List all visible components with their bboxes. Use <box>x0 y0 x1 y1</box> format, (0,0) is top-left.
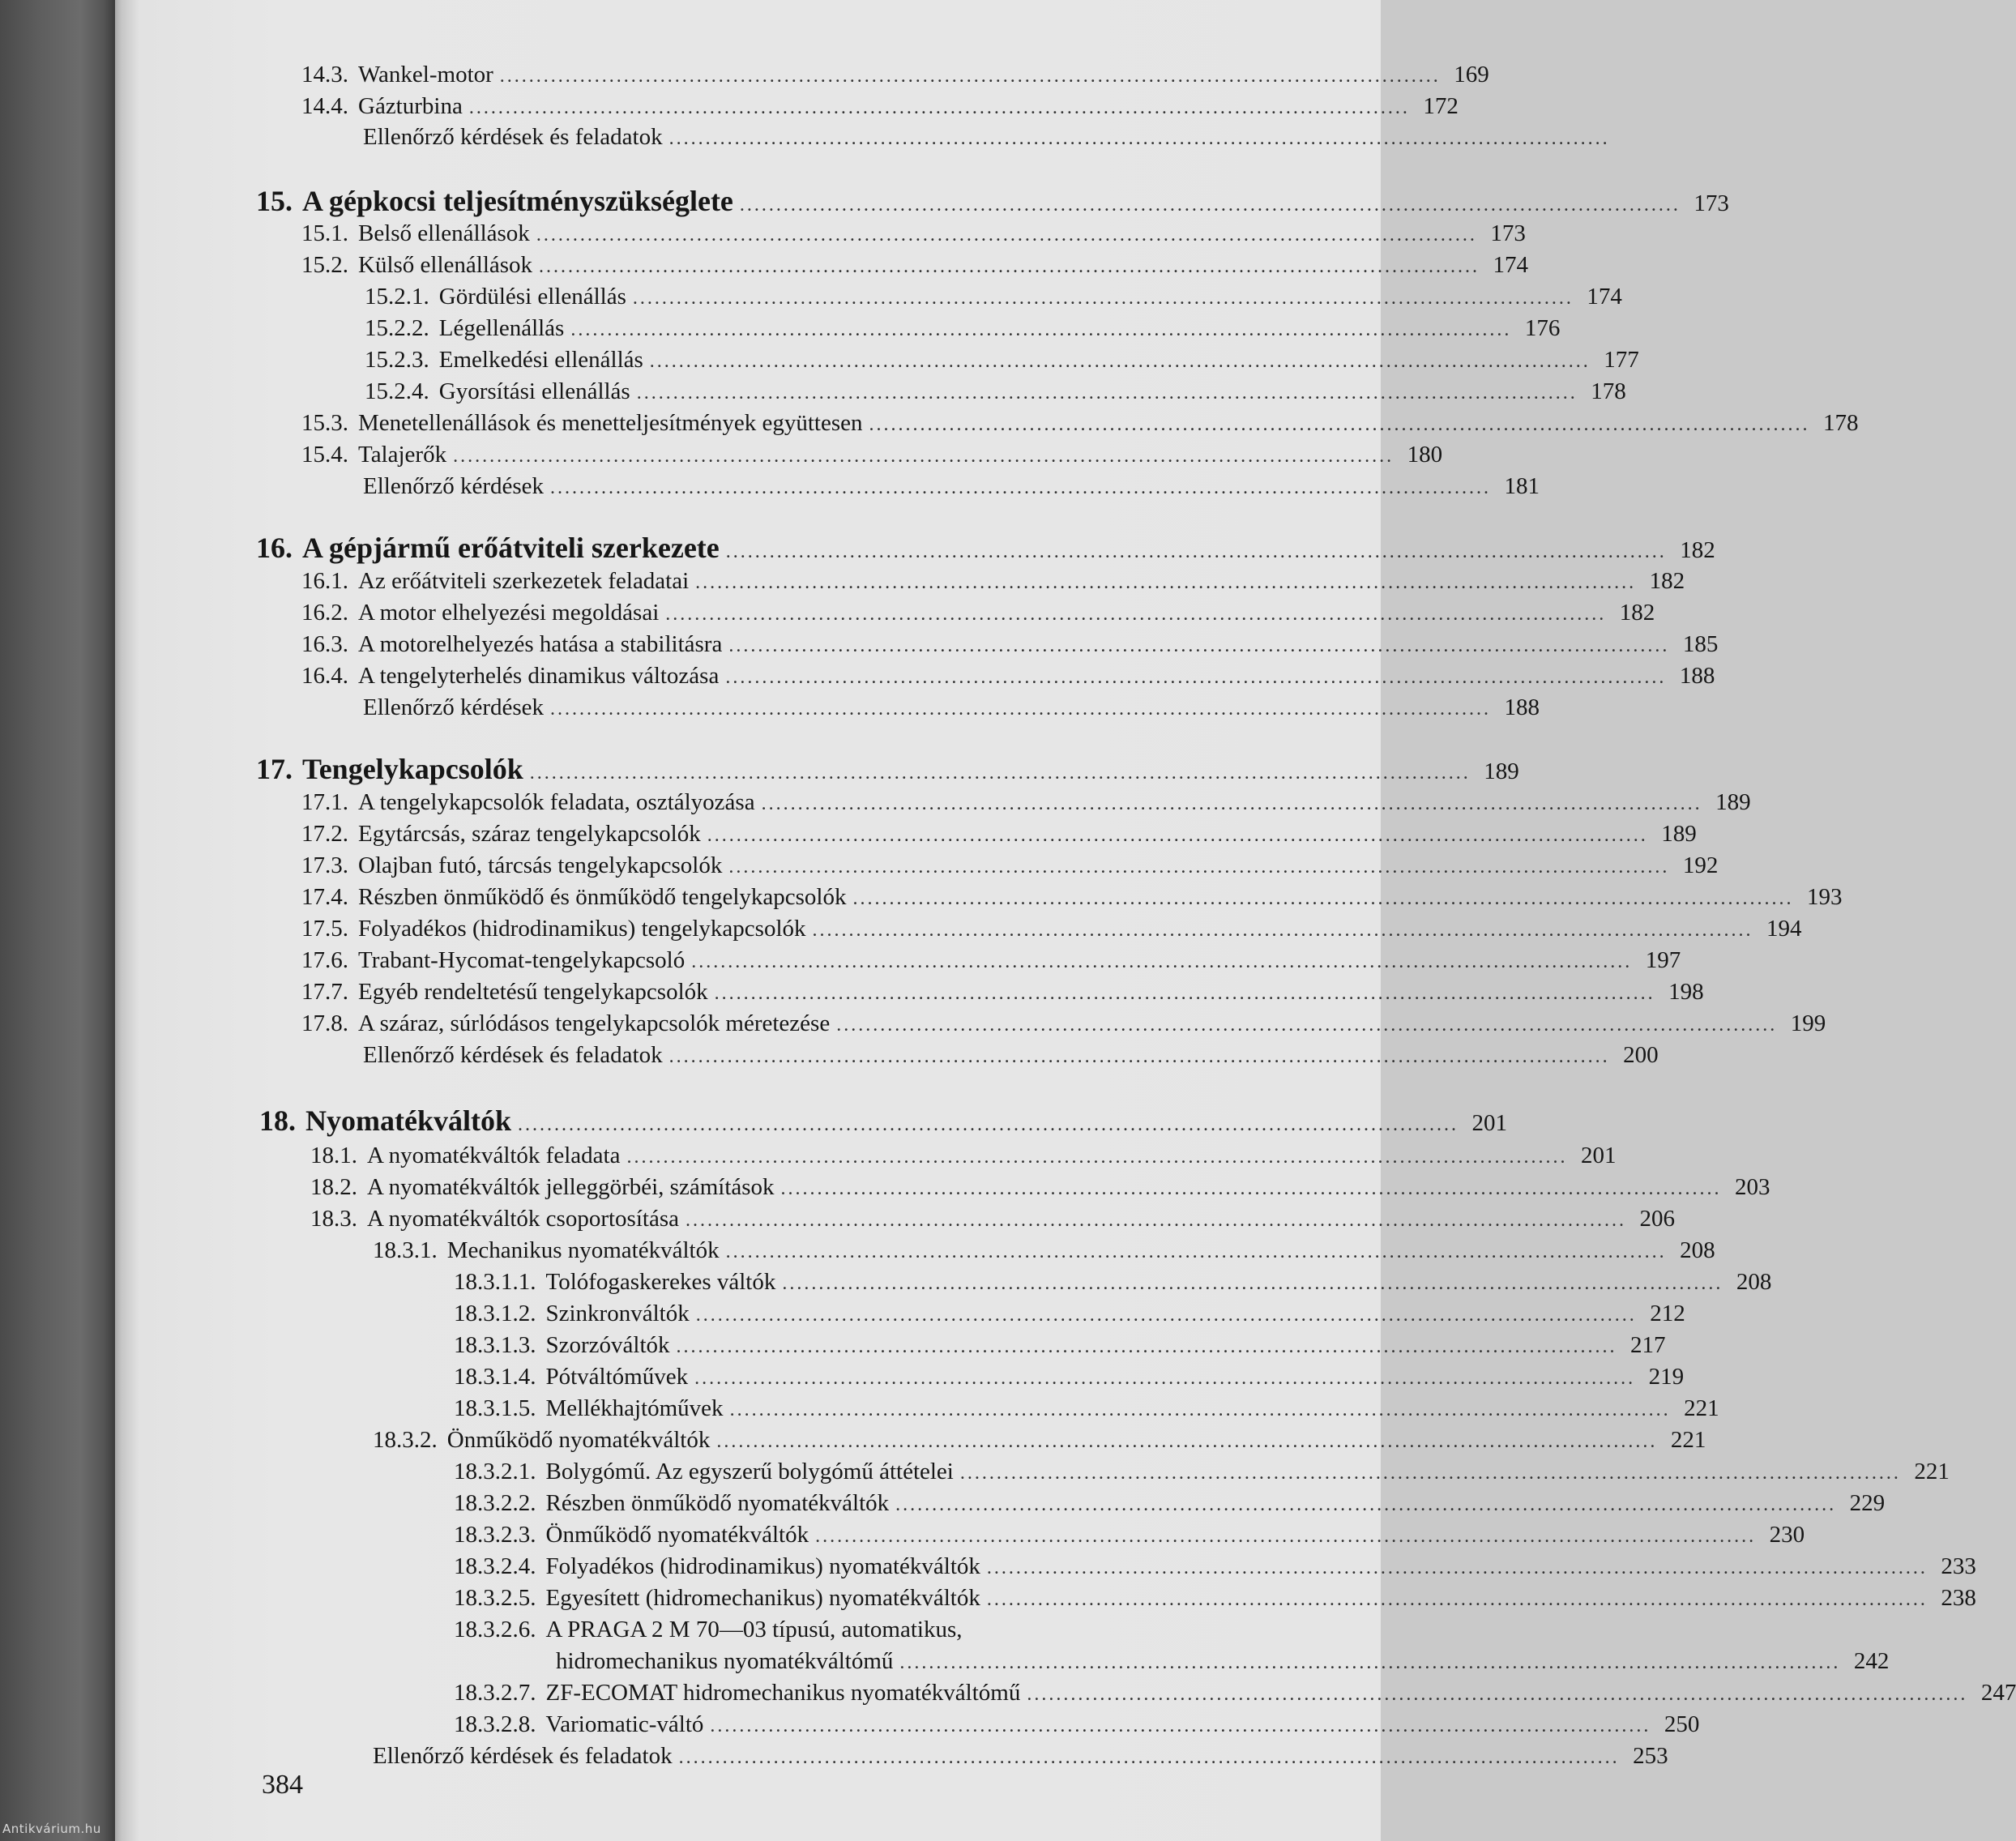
toc-number: 18. <box>259 1104 296 1137</box>
toc-row: 18.3.2.3. Önműködő nyomatékváltók ................................................................................................................................. 230 <box>454 1519 1322 1551</box>
toc-row: 17.1. A tengelykapcsolók feladata, osztályozása ................................................................................................................................. 189 <box>301 786 1322 818</box>
toc-number: 18.3.2. <box>373 1427 438 1453</box>
toc-title: Folyadékos (hidrodinamikus) tengelykapcsolók <box>358 916 806 942</box>
toc-number: 16.1. <box>301 568 348 594</box>
toc-number: 18.3.1.3. <box>454 1332 536 1358</box>
toc-row: 17.4. Részben önműködő és önműködő tengelykapcsolók ................................................................................................................................. 193 <box>301 881 1322 913</box>
toc-title: Trabant-Hycomat-tengelykapcsoló <box>358 947 686 973</box>
toc-title: Ellenőrző kérdések <box>363 694 545 720</box>
toc-row: 16.1. Az erőátviteli szerkezetek feladatai ................................................................................................................................. 182 <box>301 565 1322 597</box>
toc-page: 198 <box>1668 979 1704 1005</box>
toc-page: 181 <box>1504 473 1540 499</box>
toc-page: 197 <box>1645 947 1681 973</box>
watermark: Antikvárium.hu <box>2 1822 101 1836</box>
toc-page: 219 <box>1648 1364 1685 1390</box>
toc-chapter-row: 17. Tengelykapcsolók ................................................................................................................................. 189 <box>256 753 1322 785</box>
toc-row: 18.1. A nyomatékváltók feladata ................................................................................................................................. 201 <box>310 1139 1322 1172</box>
toc-title: Pótváltóművek <box>545 1364 689 1390</box>
toc-title: A nyomatékváltók jelleggörbéi, számítások <box>367 1174 775 1200</box>
toc-number: 18.3.2.6. <box>454 1617 536 1642</box>
toc-title: A tengelykapcsolók feladata, osztályozása <box>358 789 755 815</box>
toc-page: 185 <box>1682 631 1719 657</box>
toc-row: 15.2.2. Légellenállás ................................................................................................................................. 176 <box>365 312 1322 344</box>
toc-page: 177 <box>1604 347 1639 373</box>
toc-number: 17.6. <box>301 947 348 973</box>
toc-row: 16.3. A motorelhelyezés hatása a stabilitásra ................................................................................................................................. 185 <box>301 628 1322 660</box>
toc-title: Részben önműködő és önműködő tengelykapcsolók <box>358 884 847 910</box>
toc-page: 172 <box>1423 93 1459 119</box>
toc-row: 18.3. A nyomatékváltók csoportosítása ................................................................................................................................. 206 <box>310 1202 1322 1235</box>
toc-number: 18.3.2.2. <box>454 1490 536 1516</box>
toc-title: Gyorsítási ellenállás <box>438 378 630 404</box>
toc-title: Olajban futó, tárcsás tengelykapcsolók <box>358 852 723 878</box>
toc-row <box>454 1613 1322 1646</box>
toc-title: Wankel-motor <box>358 62 493 88</box>
toc-title: Variomatic-váltó <box>545 1711 704 1737</box>
toc-number: 18.3.2.3. <box>454 1522 536 1548</box>
toc-number: 17.5. <box>301 916 348 942</box>
toc-title: ZF-ECOMAT hidromechanikus nyomatékváltómű <box>545 1680 1021 1706</box>
toc-number: 18.3.2.4. <box>454 1553 536 1579</box>
toc-row: Ellenőrző kérdések ................................................................................................................................. 188 <box>355 691 1322 724</box>
toc-row: 18.3.2.5. Egyesített (hidromechanikus) nyomatékváltók ................................................................................................................................. 238 <box>454 1582 1322 1614</box>
toc-row: 18.3.2.7. ZF-ECOMAT hidromechanikus nyomatékváltómű ................................................................................................................................. 247 <box>454 1677 1322 1709</box>
toc-row: 14.4. Gázturbina ................................................................................................................................. 172 <box>301 90 1322 122</box>
toc-number: 15. <box>256 185 293 217</box>
toc-row: 15.2. Külső ellenállások ................................................................................................................................. 174 <box>301 249 1322 281</box>
toc-number: 18.3.2.7. <box>454 1680 536 1706</box>
toc-number: 17.2. <box>301 821 348 847</box>
toc-title: A motor elhelyezési megoldásai <box>358 600 660 626</box>
toc-title: A gépkocsi teljesítményszükséglete <box>302 185 733 217</box>
toc-page: 189 <box>1661 821 1697 847</box>
toc-page: 182 <box>1649 568 1685 594</box>
toc-number: 18.3. <box>310 1206 357 1232</box>
toc-number: 18.1. <box>310 1143 357 1168</box>
toc-title: Tengelykapcsolók <box>302 753 523 785</box>
toc-number: 16.4. <box>301 663 348 689</box>
toc-title: Folyadékos (hidrodinamikus) nyomatékváltók <box>545 1553 980 1579</box>
toc-row: 18.3.1.3. Szorzóváltók ................................................................................................................................. 217 <box>454 1329 1322 1361</box>
toc-page: 201 <box>1471 1110 1507 1136</box>
toc-title: A tengelyterhelés dinamikus változása <box>358 663 720 689</box>
toc-number: 15.1. <box>301 220 348 246</box>
toc-number: 14.3. <box>301 62 348 88</box>
toc-page: 221 <box>1914 1459 1950 1484</box>
toc-row: 18.2. A nyomatékváltók jelleggörbéi, számítások ................................................................................................................................. 203 <box>310 1171 1322 1203</box>
toc-row: 17.5. Folyadékos (hidrodinamikus) tengelykapcsolók ................................................................................................................................. 194 <box>301 912 1322 945</box>
toc-row: 17.7. Egyéb rendeltetésű tengelykapcsolók ................................................................................................................................. 198 <box>301 976 1322 1008</box>
toc-number: 17. <box>256 753 293 785</box>
toc-title: hidromechanikus nyomatékváltómű <box>556 1648 894 1674</box>
toc-page: 174 <box>1587 284 1622 310</box>
toc-row: hidromechanikus nyomatékváltómű ................................................................................................................................. 242 <box>545 1645 1322 1677</box>
toc-row: 18.3.2.2. Részben önműködő nyomatékváltók ................................................................................................................................. 229 <box>454 1487 1322 1519</box>
toc-title: A PRAGA 2 M 70—03 típusú, automatikus, <box>545 1617 963 1642</box>
toc-number: 15.2.4. <box>365 378 429 404</box>
toc-row: Ellenőrző kérdések és feladatok ................................................................................................................................. 253 <box>363 1740 1322 1772</box>
toc-title: Talajerők <box>358 442 447 468</box>
toc-page: 212 <box>1650 1301 1685 1326</box>
toc-number: 15.2.3. <box>365 347 429 373</box>
toc-row: 18.3.1.5. Mellékhajtóművek ................................................................................................................................. 221 <box>454 1392 1322 1425</box>
toc-row: 17.6. Trabant-Hycomat-tengelykapcsoló ................................................................................................................................. 197 <box>301 944 1322 976</box>
toc-row: 18.3.1.1. Tolófogaskerekes váltók ................................................................................................................................. 208 <box>454 1266 1322 1298</box>
toc-title: Ellenőrző kérdések <box>363 473 545 499</box>
toc-number: 15.3. <box>301 410 348 436</box>
toc-number: 18.3.1.5. <box>454 1395 536 1421</box>
toc-chapter-row: 15. A gépkocsi teljesítményszükséglete ................................................................................................................................. 173 <box>256 185 1322 217</box>
toc-title: Az erőátviteli szerkezetek feladatai <box>358 568 690 594</box>
toc-page: 189 <box>1715 789 1751 815</box>
toc-page: 194 <box>1766 916 1802 942</box>
toc-title: Menetellenállások és menetteljesítmények együttesen <box>358 410 863 436</box>
toc-page: 242 <box>1853 1648 1890 1674</box>
toc-row: 18.3.2.1. Bolygómű. Az egyszerű bolygómű áttételei ................................................................................................................................. 221 <box>454 1455 1322 1488</box>
toc-number: 17.4. <box>301 884 348 910</box>
toc-row: Ellenőrző kérdések és feladatok ................................................................................................................................. <box>355 121 1322 153</box>
toc-title: Egyesített (hidromechanikus) nyomatékváltók <box>545 1585 980 1611</box>
toc-chapter-row: 16. A gépjármű erőátviteli szerkezete ................................................................................................................................. 182 <box>256 532 1322 564</box>
toc-title: Ellenőrző kérdések és feladatok <box>363 1042 663 1068</box>
toc-page: 250 <box>1664 1711 1700 1737</box>
toc-page: 173 <box>1490 220 1526 246</box>
toc-number: 18.2. <box>310 1174 357 1200</box>
toc-page: 180 <box>1407 442 1443 468</box>
toc-row: 15.3. Menetellenállások és menetteljesítmények együttesen ................................................................................................................................. 178 <box>301 407 1322 439</box>
toc-row: 18.3.2. Önműködő nyomatékváltók ................................................................................................................................. 221 <box>373 1424 1322 1456</box>
toc-number: 15.2.2. <box>365 315 429 341</box>
toc-number: 18.3.1.4. <box>454 1364 536 1390</box>
toc-page: 208 <box>1680 1237 1715 1263</box>
toc-number: 18.3.1. <box>373 1237 438 1263</box>
toc-page: 238 <box>1941 1585 1976 1611</box>
toc-title: A motorelhelyezés hatása a stabilitásra <box>358 631 723 657</box>
toc-row: 15.4. Talajerők ................................................................................................................................. 180 <box>301 438 1322 471</box>
toc-row: Ellenőrző kérdések és feladatok ................................................................................................................................. 200 <box>355 1039 1322 1071</box>
toc-row: Ellenőrző kérdések ................................................................................................................................. 181 <box>355 470 1322 502</box>
toc-title: Gázturbina <box>358 93 463 119</box>
toc-row: 18.3.2.4. Folyadékos (hidrodinamikus) nyomatékváltók ................................................................................................................................. 233 <box>454 1550 1322 1583</box>
toc-number: 17.1. <box>301 789 348 815</box>
toc-page: 221 <box>1670 1427 1706 1453</box>
toc-title: Tolófogaskerekes váltók <box>545 1269 776 1295</box>
toc-title: Légellenállás <box>438 315 565 341</box>
toc-number: 16. <box>256 532 293 564</box>
toc-page: 253 <box>1633 1743 1668 1769</box>
toc-title: Emelkedési ellenállás <box>438 347 643 373</box>
toc-title: A gépjármű erőátviteli szerkezete <box>302 532 720 564</box>
toc-title: A nyomatékváltók feladata <box>367 1143 621 1168</box>
toc-page: 199 <box>1790 1010 1826 1036</box>
toc-page: 188 <box>1504 694 1540 720</box>
toc-page: 193 <box>1806 884 1843 910</box>
toc-page: 200 <box>1623 1042 1659 1068</box>
toc-page: 173 <box>1694 190 1729 216</box>
toc-title: Önműködő nyomatékváltók <box>446 1427 711 1453</box>
toc-number: 18.3.2.8. <box>454 1711 536 1737</box>
toc-row: 18.3.1.2. Szinkronváltók ................................................................................................................................. 212 <box>454 1297 1322 1330</box>
toc-number: 18.3.1.2. <box>454 1301 536 1326</box>
toc-title: Egytárcsás, száraz tengelykapcsolók <box>358 821 701 847</box>
toc-title: Belső ellenállások <box>358 220 530 246</box>
toc-number: 17.3. <box>301 852 348 878</box>
toc-page: 203 <box>1735 1174 1770 1200</box>
toc-title: Szinkronváltók <box>545 1301 690 1326</box>
toc-number: 16.3. <box>301 631 348 657</box>
toc-number: 18.3.2.5. <box>454 1585 536 1611</box>
toc-row: 16.2. A motor elhelyezési megoldásai ................................................................................................................................. 182 <box>301 596 1322 629</box>
toc-number: 14.4. <box>301 93 348 119</box>
toc-page: 169 <box>1454 62 1489 88</box>
toc-page: 247 <box>1980 1680 2016 1706</box>
toc-page: 192 <box>1682 852 1719 878</box>
toc-number: 18.3.1.1. <box>454 1269 536 1295</box>
toc-title: A nyomatékváltók csoportosítása <box>367 1206 679 1232</box>
toc-title: Mechanikus nyomatékváltók <box>446 1237 720 1263</box>
toc-row: 15.2.3. Emelkedési ellenállás ................................................................................................................................. 177 <box>365 344 1322 376</box>
toc-page: 188 <box>1679 663 1715 689</box>
toc-row: 14.3. Wankel-motor ................................................................................................................................. 169 <box>301 58 1322 91</box>
toc-page: 189 <box>1484 758 1519 784</box>
toc-number: 18.3.2.1. <box>454 1459 536 1484</box>
toc-row: 17.8. A száraz, súrlódásos tengelykapcsolók méretezése ................................................................................................................................. 199 <box>301 1007 1322 1040</box>
toc-row: 17.3. Olajban futó, tárcsás tengelykapcsolók ................................................................................................................................. 192 <box>301 849 1322 882</box>
toc-chapter-row: 18. Nyomatékváltók ................................................................................................................................. 201 <box>259 1104 1322 1137</box>
toc-page: 174 <box>1493 252 1529 278</box>
toc-number: 16.2. <box>301 600 348 626</box>
toc-number: 15.4. <box>301 442 348 468</box>
toc-title: Egyéb rendeltetésű tengelykapcsolók <box>358 979 708 1005</box>
toc-number: 17.8. <box>301 1010 348 1036</box>
toc-page: 201 <box>1580 1143 1617 1168</box>
toc-page: 229 <box>1849 1490 1886 1516</box>
toc-title: Részben önműködő nyomatékváltók <box>545 1490 890 1516</box>
toc-page: 208 <box>1736 1269 1772 1295</box>
toc-page: 176 <box>1524 315 1561 341</box>
toc-page: 230 <box>1769 1522 1805 1548</box>
toc-title: Mellékhajtóművek <box>545 1395 724 1421</box>
toc-row: 15.2.1. Gördülési ellenállás ................................................................................................................................. 174 <box>365 280 1322 313</box>
toc-page: 221 <box>1684 1395 1719 1421</box>
toc-title: Bolygómű. Az egyszerű bolygómű áttételei <box>545 1459 954 1484</box>
toc-title: Szorzóváltók <box>545 1332 670 1358</box>
toc-title: Nyomatékváltók <box>305 1104 511 1137</box>
toc-page: 206 <box>1639 1206 1675 1232</box>
toc-row: 18.3.1.4. Pótváltóművek ................................................................................................................................. 219 <box>454 1360 1322 1393</box>
toc-page: 182 <box>1680 537 1715 563</box>
toc-number: 15.2.1. <box>365 284 429 310</box>
toc-row: 18.3.1. Mechanikus nyomatékváltók ................................................................................................................................. 208 <box>373 1234 1322 1266</box>
toc-page: 233 <box>1941 1553 1976 1579</box>
toc-number: 15.2. <box>301 252 348 278</box>
toc-page: 182 <box>1619 600 1655 626</box>
toc-title: Ellenőrző kérdések és feladatok <box>363 124 663 150</box>
toc-page: 178 <box>1591 378 1626 404</box>
toc-title: Ellenőrző kérdések és feladatok <box>373 1743 673 1769</box>
toc-row: 15.1. Belső ellenállások ................................................................................................................................. 173 <box>301 217 1322 250</box>
toc-number: 17.7. <box>301 979 348 1005</box>
toc-title: A száraz, súrlódásos tengelykapcsolók méretezése <box>358 1010 831 1036</box>
toc-title: Önműködő nyomatékváltók <box>545 1522 809 1548</box>
toc-page: 217 <box>1630 1332 1666 1358</box>
toc-row: 15.2.4. Gyorsítási ellenállás ................................................................................................................................. 178 <box>365 375 1322 408</box>
toc-page: 178 <box>1822 410 1859 436</box>
toc-row: 17.2. Egytárcsás, száraz tengelykapcsolók ................................................................................................................................. 189 <box>301 818 1322 850</box>
toc-row: 18.3.2.8. Variomatic-váltó ................................................................................................................................. 250 <box>454 1708 1322 1741</box>
toc-title: Külső ellenállások <box>358 252 533 278</box>
page-number: 384 <box>262 1770 303 1800</box>
toc-row: 16.4. A tengelyterhelés dinamikus változása ................................................................................................................................. 188 <box>301 660 1322 692</box>
toc-title: Gördülési ellenállás <box>438 284 626 310</box>
